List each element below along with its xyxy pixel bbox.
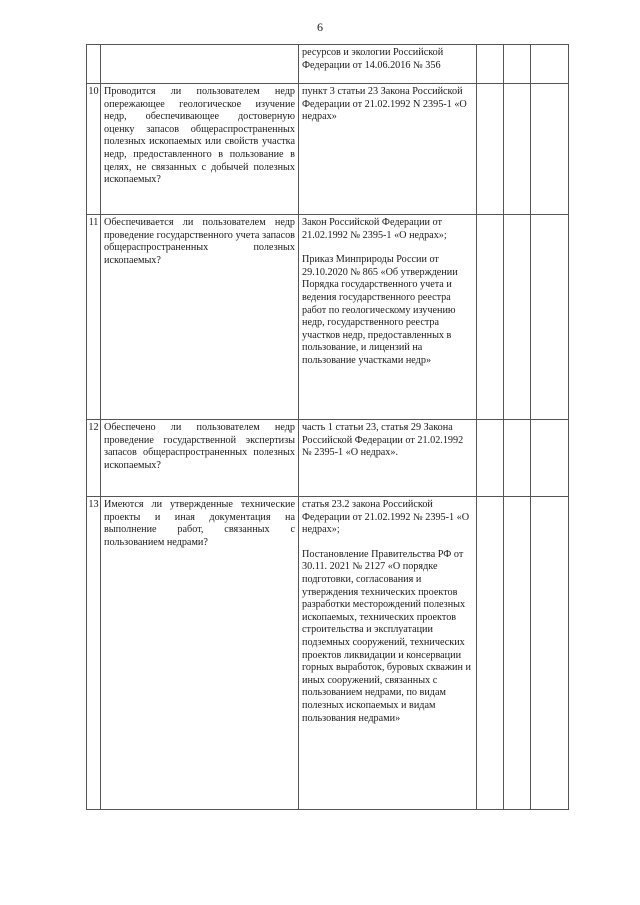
question-cell: Обеспечивается ли пользователем недр проведение государственного учета запасов общераспространенных полезных ископаемых? xyxy=(101,215,299,420)
answer-cell-yes xyxy=(477,45,504,84)
legal-reference-cell xyxy=(299,45,477,84)
answer-cell-na xyxy=(531,420,569,497)
answer-cell-na xyxy=(531,215,569,420)
answer-cell-yes xyxy=(477,84,504,215)
legal-reference: пункт 3 статьи 23 Закона Российской Федерации от 21.02.1992 N 2395-1 «О недрах» xyxy=(302,86,467,123)
question-cell: Имеются ли утвержденные технические проекты и иная документация на выполнение работ, связанных с пользованием недрами? xyxy=(101,497,299,810)
question-cell: Проводится ли пользователем недр опережающее геологическое изучение недр, обеспечивающее достоверную оценку запасов общераспространенных полезных ископаемых или свойств участка недр, предоставленного в пользование в целях, не связанных с добычей полезных ископаемых? xyxy=(101,84,299,215)
answer-cell-na xyxy=(531,497,569,810)
question-cell: Обеспечено ли пользователем недр проведение государственной экспертизы запасов общераспространенных полезных ископаемых? xyxy=(101,420,299,497)
row-number: 13 xyxy=(87,497,101,810)
legal-reference: Постановление Правительства РФ от 30.11. 2021 № 2127 «О порядке подготовки, согласования и утверждения технических проектов разработки месторождений полезных ископаемых, технических проектов строительства и эксплуатации подземных сооружений, технических проектов ликвидации и консервации горных выработок, буровых скважин и иных сооружений, связанных с пользованием недрами, по видам полезных ископаемых и видам пользования недрами» xyxy=(302,548,471,724)
row-number: 11 xyxy=(87,215,101,420)
answer-cell-yes xyxy=(477,420,504,497)
legal-reference: статья 23.2 закона Российской Федерации от 21.02.1992 № 2395-1 «О недрах»; xyxy=(302,499,470,536)
legal-reference-cell xyxy=(299,420,477,497)
answer-cell-na xyxy=(531,45,569,84)
legal-reference: Приказ Минприроды России от 29.10.2020 № 865 «Об утверждении Порядка государственного учета и ведения государственного реестра работ по геологическому изучению недр, государственного реестра участков недр, предоставленных в пользование, и лицензий на пользование участками недр» xyxy=(302,254,458,366)
row-number: 12 xyxy=(87,420,101,497)
table-row xyxy=(87,84,569,215)
row-number: 10 xyxy=(87,84,101,215)
legal-reference: Закон Российской Федерации от 21.02.1992 № 2395-1 «О недрах»; xyxy=(302,217,447,241)
table-row xyxy=(87,497,569,810)
row-number xyxy=(87,45,101,84)
legal-reference-cell xyxy=(299,215,477,420)
legal-reference: ресурсов и экологии Российской Федерации от 14.06.2016 № 356 xyxy=(302,47,444,71)
legal-reference-cell xyxy=(299,84,477,215)
table-row xyxy=(87,45,569,84)
answer-cell-no xyxy=(504,215,531,420)
answer-cell-no xyxy=(504,45,531,84)
answer-cell-no xyxy=(504,497,531,810)
answer-cell-no xyxy=(504,84,531,215)
answer-cell-no xyxy=(504,420,531,497)
table-row xyxy=(87,215,569,420)
legal-reference-cell xyxy=(299,497,477,810)
answer-cell-na xyxy=(531,84,569,215)
table-row xyxy=(87,420,569,497)
checklist-table xyxy=(86,44,569,810)
legal-reference: часть 1 статьи 23, статья 29 Закона Российской Федерации от 21.02.1992 № 2395-1 «О недрах». xyxy=(302,422,464,459)
answer-cell-yes xyxy=(477,215,504,420)
page-number: 6 xyxy=(317,20,323,34)
answer-cell-yes xyxy=(477,497,504,810)
question-cell xyxy=(101,45,299,84)
